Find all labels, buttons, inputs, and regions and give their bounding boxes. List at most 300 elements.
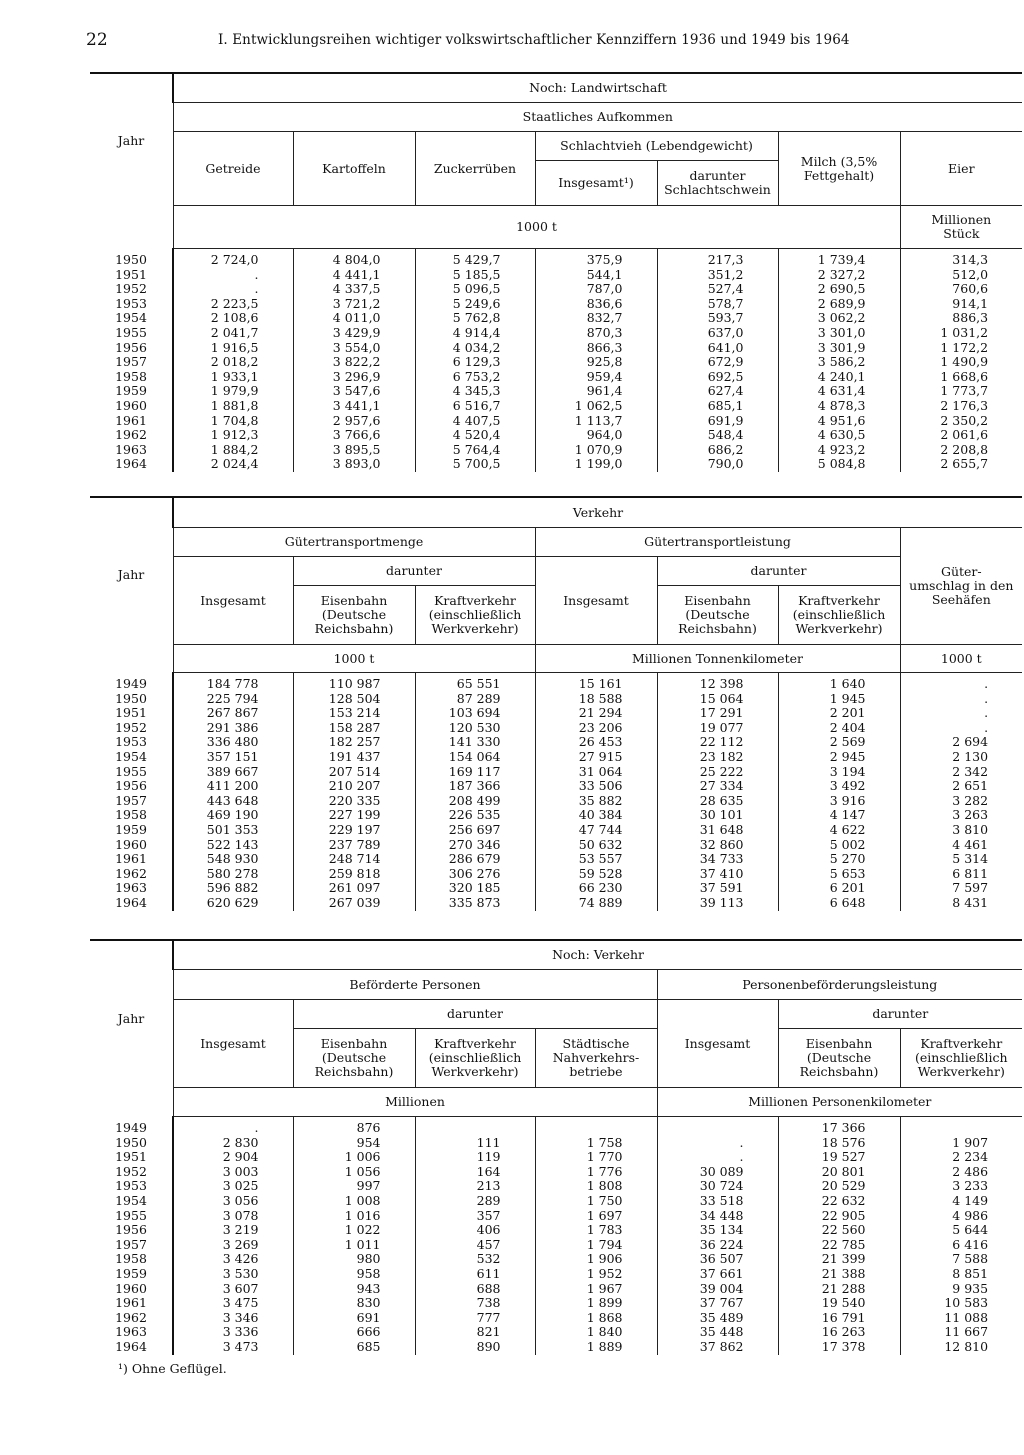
table-cell: 1 868	[535, 1311, 657, 1326]
col-kraftverkehr-menge: Kraftverkehr (einschließlich Werkverkehr)	[415, 586, 535, 645]
table-cell: 248 714	[293, 852, 415, 867]
table-cell: 685,1	[657, 399, 778, 414]
table-cell: 217,3	[657, 249, 778, 268]
row-year: 1950	[115, 690, 147, 706]
table-row	[90, 1311, 1022, 1326]
table-cell: 1 113,7	[535, 414, 657, 429]
table-row	[90, 867, 1022, 882]
table-cell: 187 366	[415, 779, 535, 794]
table-cell: 738	[415, 1296, 535, 1311]
table-cell: 1 031,2	[900, 326, 1022, 341]
section-title: Noch: Verkehr	[173, 940, 1022, 970]
table-cell: 1 199,0	[535, 457, 657, 472]
table-cell: 943	[293, 1282, 415, 1297]
table-row	[90, 896, 1022, 911]
table-cell: 2 201	[778, 706, 900, 721]
table-row	[90, 838, 1022, 853]
table-cell: 6 516,7	[415, 399, 535, 414]
table-cell: 3 301,0	[778, 326, 900, 341]
table-cell: 35 134	[657, 1223, 778, 1238]
table-cell: 641,0	[657, 341, 778, 356]
table-cell: 208 499	[415, 794, 535, 809]
table-row	[90, 1150, 1022, 1165]
year-header: Jahr	[90, 940, 173, 1117]
table-cell: 36 507	[657, 1252, 778, 1267]
table-cell: 21 388	[778, 1267, 900, 1282]
table-row	[90, 457, 1022, 472]
table-cell: 53 557	[535, 852, 657, 867]
table-cell: 832,7	[535, 311, 657, 326]
table-cell: 5 270	[778, 852, 900, 867]
table-cell: 267 867	[173, 706, 293, 721]
table-cell: 225 794	[173, 692, 293, 707]
table-cell: 229 197	[293, 823, 415, 838]
table-cell: 1 750	[535, 1194, 657, 1209]
table-cell: 3 473	[173, 1340, 293, 1355]
table-cell: 959,4	[535, 370, 657, 385]
table-row	[90, 706, 1022, 721]
table-cell: 5 762,8	[415, 311, 535, 326]
table-cell: 12 398	[657, 673, 778, 692]
table-cell: 10 583	[900, 1296, 1022, 1311]
row-year: 1961	[115, 412, 147, 428]
row-year: 1964	[115, 894, 147, 910]
table-cell: 457	[415, 1238, 535, 1253]
table-row	[90, 1282, 1022, 1297]
table-cell: 3 530	[173, 1267, 293, 1282]
table-cell: 4 147	[778, 808, 900, 823]
table-cell: 34 733	[657, 852, 778, 867]
table-cell: 31 064	[535, 765, 657, 780]
row-year: 1961	[115, 851, 147, 867]
row-year: 1955	[115, 324, 147, 340]
table-cell: .	[657, 1136, 778, 1151]
table-cell: 3 492	[778, 779, 900, 794]
table-cell: 3 554,0	[293, 341, 415, 356]
table-cell: 3 475	[173, 1296, 293, 1311]
table-cell: 270 346	[415, 838, 535, 853]
table-cell: 1 006	[293, 1150, 415, 1165]
table-cell: 1 668,6	[900, 370, 1022, 385]
col-zuckerrueben: Zuckerrüben	[415, 132, 535, 206]
table-cell: 3 219	[173, 1223, 293, 1238]
table-cell: 33 518	[657, 1194, 778, 1209]
table-cell: 501 353	[173, 823, 293, 838]
row-year: 1951	[115, 266, 147, 282]
col-eisenbahn-leistung: Eisenbahn (Deutsche Reichsbahn)	[778, 1029, 900, 1088]
table-cell: 4 878,3	[778, 399, 900, 414]
table-cell: 3 766,6	[293, 428, 415, 443]
table-cell: 21 399	[778, 1252, 900, 1267]
col-staedtische-nahverkehrsbetriebe: Städtische Nahverkehrs- betriebe	[535, 1029, 657, 1088]
table-cell: 2 041,7	[173, 326, 293, 341]
table-cell	[657, 1117, 778, 1136]
table-cell: 35 489	[657, 1311, 778, 1326]
col-kraftverkehr-leistung: Kraftverkehr (einschließlich Werkverkehr)	[778, 586, 900, 645]
table-cell: 39 113	[657, 896, 778, 911]
table-cell: 267 039	[293, 896, 415, 911]
page-header	[0, 30, 1024, 56]
table-cell: 1 884,2	[173, 443, 293, 458]
table-cell: 406	[415, 1223, 535, 1238]
table-cell: 961,4	[535, 384, 657, 399]
table-row	[90, 341, 1022, 356]
col-eisenbahn-personen: Eisenbahn (Deutsche Reichsbahn)	[293, 1029, 415, 1088]
table-cell: 16 263	[778, 1325, 900, 1340]
table-cell: 443 648	[173, 794, 293, 809]
table-row	[90, 311, 1022, 326]
table-cell: 32 860	[657, 838, 778, 853]
table-cell: 2 208,8	[900, 443, 1022, 458]
table-cell: 1 907	[900, 1136, 1022, 1151]
table-cell: 532	[415, 1252, 535, 1267]
table-cell: 620 629	[173, 896, 293, 911]
row-year: 1957	[115, 354, 147, 370]
table-cell: 637,0	[657, 326, 778, 341]
table-row	[90, 1296, 1022, 1311]
table-cell: 527,4	[657, 282, 778, 297]
table-cell: 596 882	[173, 881, 293, 896]
table-cell: 1 783	[535, 1223, 657, 1238]
table-cell: 33 506	[535, 779, 657, 794]
table-cell: 22 560	[778, 1223, 900, 1238]
table-cell: 2 024,4	[173, 457, 293, 472]
table-cell: 314,3	[900, 249, 1022, 268]
col-milch: Milch (3,5% Fettgehalt)	[778, 132, 900, 206]
table-cell: 2 655,7	[900, 457, 1022, 472]
table-cell: 4 520,4	[415, 428, 535, 443]
table-cell: 336 480	[173, 735, 293, 750]
table-cell: 3 586,2	[778, 355, 900, 370]
table-row	[90, 326, 1022, 341]
table-cell: 6 811	[900, 867, 1022, 882]
table-cell: 40 384	[535, 808, 657, 823]
table-cell: 351,2	[657, 268, 778, 283]
row-year: 1958	[115, 807, 147, 823]
table-cell: 3 429,9	[293, 326, 415, 341]
row-year: 1955	[115, 763, 147, 779]
row-year: 1956	[115, 1222, 147, 1238]
table-cell: 2 404	[778, 721, 900, 736]
table-cell: 1 840	[535, 1325, 657, 1340]
table-cell: 2 018,2	[173, 355, 293, 370]
row-year: 1959	[115, 821, 147, 837]
table-cell: 6 129,3	[415, 355, 535, 370]
row-year: 1954	[115, 310, 147, 326]
table-cell: 5 002	[778, 838, 900, 853]
unit-millionen: Millionen	[173, 1088, 657, 1117]
table-cell: 2 486	[900, 1165, 1022, 1180]
row-year: 1961	[115, 1295, 147, 1311]
table-cell: 4 149	[900, 1194, 1022, 1209]
table-cell: 30 089	[657, 1165, 778, 1180]
year-header: Jahr	[90, 497, 173, 673]
table-cell: 997	[293, 1179, 415, 1194]
table-cell: 4 923,2	[778, 443, 900, 458]
table-cell: 1 704,8	[173, 414, 293, 429]
row-year: 1964	[115, 1338, 147, 1354]
table-cell: 2 689,9	[778, 297, 900, 312]
table-cell: 74 889	[535, 896, 657, 911]
table-cell: 4 337,5	[293, 282, 415, 297]
table-cell: 5 185,5	[415, 268, 535, 283]
row-year: 1962	[115, 865, 147, 881]
table-row	[90, 1136, 1022, 1151]
table-cell: 830	[293, 1296, 415, 1311]
table-cell: .	[173, 282, 293, 297]
table-cell: 3 547,6	[293, 384, 415, 399]
table-cell: 870,3	[535, 326, 657, 341]
table-cell: 1 773,7	[900, 384, 1022, 399]
unit-personenkilometer: Millionen Personenkilometer	[657, 1088, 1022, 1117]
group-guetertransportmenge: Gütertransportmenge	[173, 528, 535, 557]
table-cell: 1 490,9	[900, 355, 1022, 370]
table-row	[90, 1223, 1022, 1238]
table-cell: 760,6	[900, 282, 1022, 297]
table-cell: 6 648	[778, 896, 900, 911]
table-cell: 5 764,4	[415, 443, 535, 458]
table-cell: 3 822,2	[293, 355, 415, 370]
table-cell: 220 335	[293, 794, 415, 809]
table-cell: 777	[415, 1311, 535, 1326]
table-cell: 20 529	[778, 1179, 900, 1194]
table-cell: 3 282	[900, 794, 1022, 809]
table-cell: 692,5	[657, 370, 778, 385]
col-insgesamt-menge: Insgesamt	[173, 557, 293, 645]
table-cell: 357	[415, 1209, 535, 1224]
table-cell: 19 077	[657, 721, 778, 736]
table-cell: 469 190	[173, 808, 293, 823]
table-cell: 964,0	[535, 428, 657, 443]
table-cell: 22 112	[657, 735, 778, 750]
row-year: 1952	[115, 1163, 147, 1179]
row-year: 1952	[115, 281, 147, 297]
table-cell: 2 108,6	[173, 311, 293, 326]
col-eisenbahn-menge: Eisenbahn (Deutsche Reichsbahn)	[293, 586, 415, 645]
table-cell: 17 366	[778, 1117, 900, 1136]
table-cell: 1 889	[535, 1340, 657, 1355]
table-row	[90, 249, 1022, 268]
col-eier: Eier	[900, 132, 1022, 206]
table-cell: 2 569	[778, 735, 900, 750]
table-cell: 66 230	[535, 881, 657, 896]
table-cell: 1 967	[535, 1282, 657, 1297]
unit-1000t-umschlag: 1000 t	[900, 645, 1022, 673]
row-year: 1955	[115, 1207, 147, 1223]
col-schlachtschwein: darunter Schlachtschwein	[657, 161, 778, 206]
group-guetertransportleistung: Gütertransportleistung	[535, 528, 900, 557]
table-cell: 3 336	[173, 1325, 293, 1340]
table-cell: 2 904	[173, 1150, 293, 1165]
row-year: 1957	[115, 1236, 147, 1252]
table-cell: 389 667	[173, 765, 293, 780]
table-row	[90, 370, 1022, 385]
table-cell: 22 785	[778, 1238, 900, 1253]
table-cell: 1 906	[535, 1252, 657, 1267]
unit-tonnenkilometer: Millionen Tonnenkilometer	[535, 645, 900, 673]
table-cell: 119	[415, 1150, 535, 1165]
table-cell: 666	[293, 1325, 415, 1340]
table-cell: 4 986	[900, 1209, 1022, 1224]
table-cell: 1 952	[535, 1267, 657, 1282]
table-cell: 153 214	[293, 706, 415, 721]
table-row	[90, 268, 1022, 283]
table-cell: 2 327,2	[778, 268, 900, 283]
table-cell: 21 288	[778, 1282, 900, 1297]
table-cell	[415, 1117, 535, 1136]
table-cell: 87 289	[415, 692, 535, 707]
table-row	[90, 1238, 1022, 1253]
table-cell: 2 176,3	[900, 399, 1022, 414]
table-cell: 141 330	[415, 735, 535, 750]
table-cell: 580 278	[173, 867, 293, 882]
row-year: 1953	[115, 295, 147, 311]
table-cell: 3 346	[173, 1311, 293, 1326]
table-row	[90, 779, 1022, 794]
table-cell: 2 724,0	[173, 249, 293, 268]
table-row	[90, 355, 1022, 370]
row-year: 1959	[115, 383, 147, 399]
table-cell: 3 296,9	[293, 370, 415, 385]
table-cell: 27 334	[657, 779, 778, 794]
table-cell: 672,9	[657, 355, 778, 370]
table-cell: 291 386	[173, 721, 293, 736]
table-cell: 593,7	[657, 311, 778, 326]
row-year: 1963	[115, 441, 147, 457]
table-cell: 4 622	[778, 823, 900, 838]
table-cell: 2 690,5	[778, 282, 900, 297]
table-cell: 3 441,1	[293, 399, 415, 414]
table-row	[90, 881, 1022, 896]
table-cell: 25 222	[657, 765, 778, 780]
table-cell: 688	[415, 1282, 535, 1297]
table-cell: 184 778	[173, 673, 293, 692]
table-cell: 320 185	[415, 881, 535, 896]
table-cell: 111	[415, 1136, 535, 1151]
table-row	[90, 692, 1022, 707]
table-cell: 890	[415, 1340, 535, 1355]
table-cell: 836,6	[535, 297, 657, 312]
table-cell: 5 644	[900, 1223, 1022, 1238]
table-cell: 21 294	[535, 706, 657, 721]
table-cell: 17 291	[657, 706, 778, 721]
row-year: 1958	[115, 1251, 147, 1267]
table-cell: 37 591	[657, 881, 778, 896]
table-cell: 1 758	[535, 1136, 657, 1151]
table-cell: 37 661	[657, 1267, 778, 1282]
row-year: 1951	[115, 705, 147, 721]
table-cell: 3 056	[173, 1194, 293, 1209]
year-header: Jahr	[90, 73, 173, 249]
col-insgesamt-personen: Insgesamt	[173, 1000, 293, 1088]
table-cell: 158 287	[293, 721, 415, 736]
table-cell: 259 818	[293, 867, 415, 882]
row-year: 1962	[115, 427, 147, 443]
table-cell: 954	[293, 1136, 415, 1151]
subsection-title: Staatliches Aufkommen	[173, 103, 1022, 132]
table-cell: .	[173, 268, 293, 283]
table-cell: 22 905	[778, 1209, 900, 1224]
footnote: ¹) Ohne Geflügel.	[118, 1361, 227, 1376]
table-cell: 1 916,5	[173, 341, 293, 356]
table-cell: 1 933,1	[173, 370, 293, 385]
table-row	[90, 1179, 1022, 1194]
table-cell: 16 791	[778, 1311, 900, 1326]
row-year: 1952	[115, 719, 147, 735]
table-cell: 5 314	[900, 852, 1022, 867]
row-year: 1962	[115, 1309, 147, 1325]
row-year: 1950	[115, 1134, 147, 1150]
table-landwirtschaft	[90, 72, 1022, 472]
col-getreide: Getreide	[173, 132, 293, 206]
table-cell: 1 172,2	[900, 341, 1022, 356]
table-cell: 3 269	[173, 1238, 293, 1253]
table-cell: 286 679	[415, 852, 535, 867]
table-row	[90, 765, 1022, 780]
table-cell: 3 810	[900, 823, 1022, 838]
table-row	[90, 852, 1022, 867]
table-cell: 210 207	[293, 779, 415, 794]
group-befoerderte-personen: Beförderte Personen	[173, 970, 657, 1000]
table-cell: 1 776	[535, 1165, 657, 1180]
table-cell: 2 223,5	[173, 297, 293, 312]
unit-1000t: 1000 t	[173, 206, 900, 249]
table-cell: 50 632	[535, 838, 657, 853]
col-schlachtvieh: Schlachtvieh (Lebendgewicht)	[535, 132, 778, 161]
darunter-personen: darunter	[293, 1000, 657, 1029]
table-cell: 627,4	[657, 384, 778, 399]
table-cell: 1 011	[293, 1238, 415, 1253]
table-cell: 23 206	[535, 721, 657, 736]
row-year: 1953	[115, 734, 147, 750]
table-cell: 4 345,3	[415, 384, 535, 399]
table-cell: 3 893,0	[293, 457, 415, 472]
table-cell: 164	[415, 1165, 535, 1180]
table-cell: 1 881,8	[173, 399, 293, 414]
table-cell: 22 632	[778, 1194, 900, 1209]
row-year: 1960	[115, 1280, 147, 1296]
table-row	[90, 808, 1022, 823]
unit-millionen-stueck: Millionen Stück	[900, 206, 1022, 249]
table-row	[90, 443, 1022, 458]
table-cell: 256 697	[415, 823, 535, 838]
table-cell: 914,1	[900, 297, 1022, 312]
col-insgesamt-leistung: Insgesamt	[535, 557, 657, 645]
table-cell: 191 437	[293, 750, 415, 765]
table-cell: 7 597	[900, 881, 1022, 896]
table-cell: 4 630,5	[778, 428, 900, 443]
table-cell: 6 416	[900, 1238, 1022, 1253]
table-cell: 4 034,2	[415, 341, 535, 356]
col-schlachtvieh-insgesamt: Insgesamt¹)	[535, 161, 657, 206]
table-cell: .	[657, 1150, 778, 1165]
table-cell: 1 022	[293, 1223, 415, 1238]
table-cell: 866,3	[535, 341, 657, 356]
row-year: 1954	[115, 748, 147, 764]
row-year: 1950	[115, 251, 147, 267]
table-cell: 5 700,5	[415, 457, 535, 472]
table-cell: 65 551	[415, 673, 535, 692]
table-cell: 30 101	[657, 808, 778, 823]
table-cell	[535, 1117, 657, 1136]
darunter-menge: darunter	[293, 557, 535, 586]
table-cell: 3 025	[173, 1179, 293, 1194]
table-cell: 120 530	[415, 721, 535, 736]
table-cell: 5 096,5	[415, 282, 535, 297]
col-insgesamt-leistung: Insgesamt	[657, 1000, 778, 1088]
table-cell: 19 540	[778, 1296, 900, 1311]
table-cell: 357 151	[173, 750, 293, 765]
